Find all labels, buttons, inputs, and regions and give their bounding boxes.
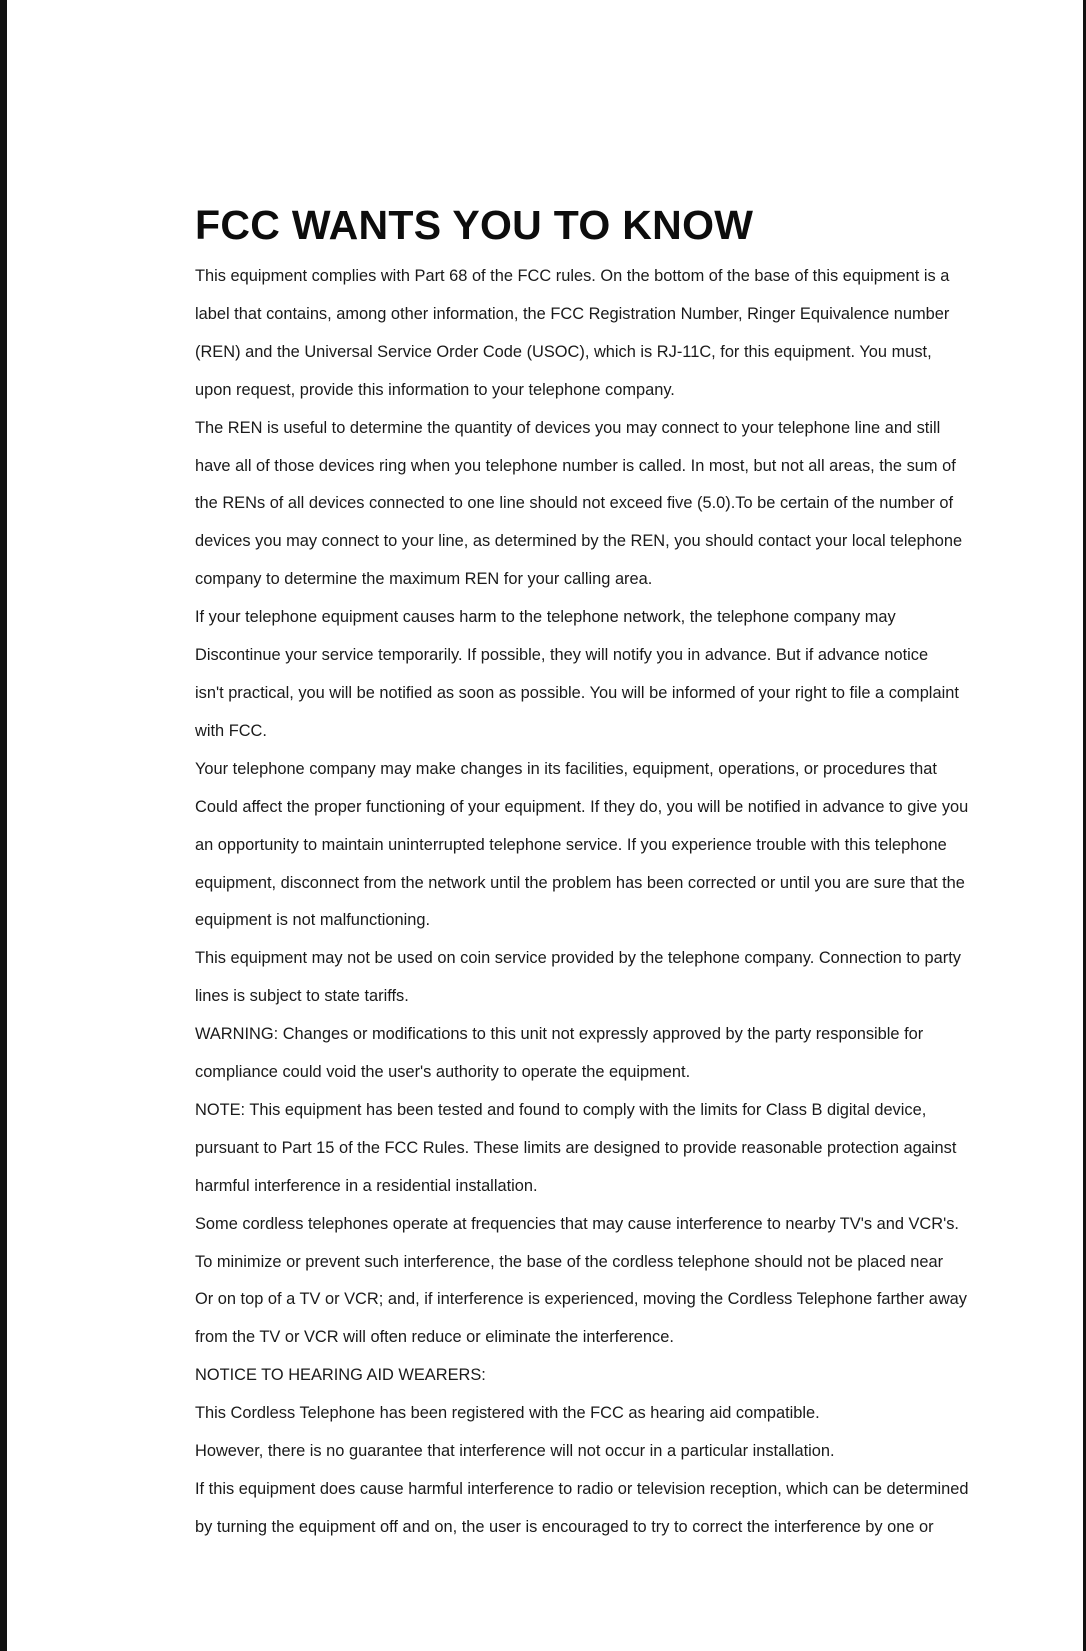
text-line: This equipment complies with Part 68 of the FCC rules. On the bottom of the base of this equipment is a [195, 267, 950, 285]
page-title: FCC WANTS YOU TO KNOW [195, 202, 754, 248]
text-line: Your telephone company may make changes in its facilities, equipment, operations, or procedures that [195, 759, 937, 778]
text-line: Or on top of a TV or VCR; and, if interference is experienced, moving the Cordless Telephone farther away [195, 1290, 967, 1309]
text-line: pursuant to Part 15 of the FCC Rules. These limits are designed to provide reasonable protection against [195, 1138, 957, 1157]
left-scan-border [0, 0, 7, 1651]
text-line: isn't practical, you will be notified as soon as possible. You will be informed of your right to file a complaint [195, 683, 959, 702]
text-line: by turning the equipment off and on, the user is encouraged to try to correct the interference by one or [195, 1517, 934, 1536]
text-line: If your telephone equipment causes harm to the telephone network, the telephone company may [195, 608, 896, 627]
text-line: equipment, disconnect from the network until the problem has been corrected or until you are sure that the [195, 873, 965, 892]
text-line: label that contains, among other information, the FCC Registration Number, Ringer Equivalence number [195, 304, 950, 323]
text-line: from the TV or VCR will often reduce or eliminate the interference. [195, 1328, 674, 1347]
text-line: lines is subject to state tariffs. [195, 987, 409, 1006]
text-line: upon request, provide this information to your telephone company. [195, 380, 675, 399]
document-page [195, 200, 1080, 1547]
text-line: Could affect the proper functioning of your equipment. If they do, you will be notified in advance to give you [195, 797, 969, 816]
text-line: company to determine the maximum REN for your calling area. [195, 570, 653, 589]
text-line: This equipment may not be used on coin service provided by the telephone company. Connection to party [195, 949, 961, 968]
text-line: compliance could void the user's authority to operate the equipment. [195, 1063, 691, 1082]
text-line: an opportunity to maintain uninterrupted telephone service. If you experience trouble with this telephone [195, 835, 947, 854]
text-line: NOTE: This equipment has been tested and found to comply with the limits for Class B digital device, [195, 1100, 927, 1119]
text-line: To minimize or prevent such interference, the base of the cordless telephone should not be placed near [195, 1252, 944, 1271]
text-line: have all of those devices ring when you telephone number is called. In most, but not all areas, the sum of [195, 456, 956, 475]
text-line: the RENs of all devices connected to one line should not exceed five (5.0).To be certain of the number of [195, 494, 954, 513]
text-line: harmful interference in a residential installation. [195, 1176, 538, 1195]
text-line: equipment is not malfunctioning. [195, 911, 431, 930]
text-line: devices you may connect to your line, as determined by the REN, you should contact your local telephone [195, 532, 963, 551]
text-line: with FCC. [195, 721, 267, 740]
text-line: If this equipment does cause harmful interference to radio or television reception, which can be determined [195, 1480, 969, 1498]
text-line: NOTICE TO HEARING AID WEARERS: [195, 1366, 486, 1385]
text-line: Some cordless telephones operate at frequencies that may cause interference to nearby TV's and VCR's. [195, 1214, 959, 1233]
body-text [195, 258, 1080, 1547]
text-line: Discontinue your service temporarily. If possible, they will notify you in advance. But if advance notice [195, 646, 929, 665]
text-line: (REN) and the Universal Service Order Code (USOC), which is RJ-11C, for this equipment. You must, [195, 342, 932, 361]
text-line: However, there is no guarantee that interference will not occur in a particular installation. [195, 1442, 835, 1461]
text-line: This Cordless Telephone has been registered with the FCC as hearing aid compatible. [195, 1404, 820, 1423]
text-line: WARNING: Changes or modifications to this unit not expressly approved by the party responsible for [195, 1025, 924, 1044]
text-line: The REN is useful to determine the quantity of devices you may connect to your telephone line and still [195, 418, 941, 437]
